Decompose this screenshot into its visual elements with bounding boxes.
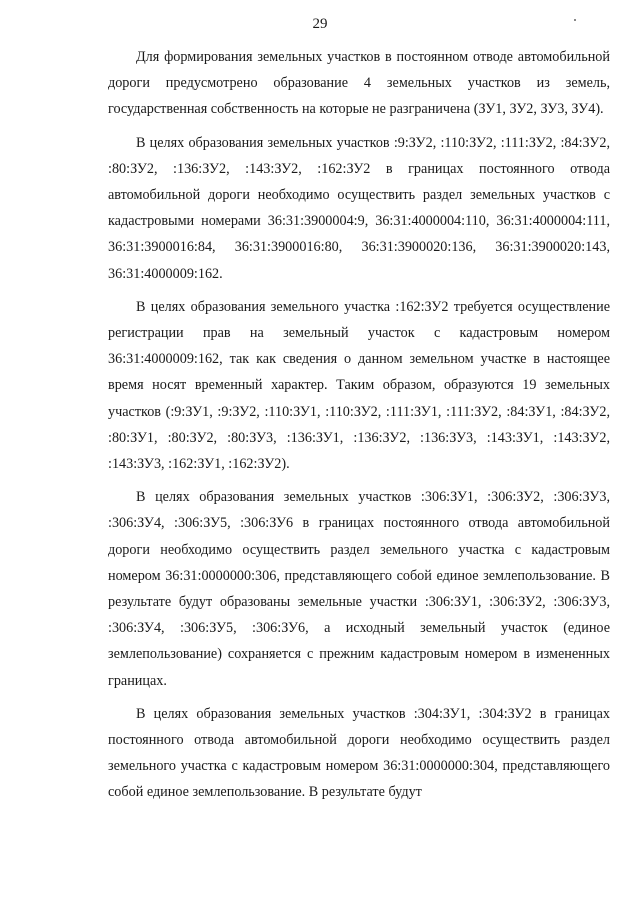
page-number: 29 — [312, 16, 328, 32]
paragraph-plot-304: В целях образования земельных участков :304:ЗУ1, :304:ЗУ2 в границах постоянного отвода автомобильной дороги необходимо осуществить раздел земельного участка с кадастровым номером 36:31:0000000:304, представляющего собой единое землепользование. В результате будут — [108, 705, 610, 801]
paragraph-plot-306: В целях образования земельных участков :306:ЗУ1, :306:ЗУ2, :306:ЗУ3, :306:ЗУ4, :306:ЗУ5, :306:ЗУ6 в границах постоянного отвода автомобильной дороги необходимо осуществить раздел земельного участка с кадастровым номером 36:31:0000000:306, представляющего собой единое землепользование. В результате будут образованы земельные участки :306:ЗУ1, :306:ЗУ2, :306:ЗУ3, :306:ЗУ4, :306:ЗУ5, :306:ЗУ6, а исходный земельный участок (единое землепользование) сохраняется с прежним кадастровым номером в измененных границах. — [108, 489, 610, 689]
scan-speck — [574, 19, 576, 21]
paragraph-plot-division: В целях образования земельных участков :9:ЗУ2, :110:ЗУ2, :111:ЗУ2, :84:ЗУ2, :80:ЗУ2, :136:ЗУ2, :143:ЗУ2, :162:ЗУ2 в границах постоянного отвода автомобильной дороги необходимо осуществить раздел земельных участков с кадастровыми номерами 36:31:3900004:9, 36:31:4000004:110, 36:31:4000004:111, 36:31:3900016:84, 36:31:3900016:80, 36:31:3900020:136, 36:31:3900020:143, 36:31:4000009:162. — [108, 134, 610, 282]
paragraph-land-plots-intro: Для формирования земельных участков в постоянном отводе автомобильной дороги предусмотрено образование 4 земельных участков из земель, государственная собственность на которые не разграничена (ЗУ1, ЗУ2, ЗУ3, ЗУ4). — [108, 49, 610, 118]
paragraph-registration: В целях образования земельного участка :162:ЗУ2 требуется осуществление регистрации прав на земельный участок с кадастровым номером 36:31:4000009:162, так как сведения о данном земельном участке в настоящее время носят временный характер. Таким образом, образуются 19 земельных участков (:9:ЗУ1, :9:ЗУ2, :110:ЗУ1, :110:ЗУ2, :111:ЗУ1, :111:ЗУ2, :84:ЗУ1, :84:ЗУ2, :80:ЗУ1, :80:ЗУ2, :80:ЗУ3, :136:ЗУ1, :136:ЗУ2, :136:ЗУ3, :143:ЗУ1, :143:ЗУ2, :143:ЗУ3, :162:ЗУ1, :162:ЗУ2). — [108, 298, 610, 473]
document-body — [108, 44, 610, 813]
